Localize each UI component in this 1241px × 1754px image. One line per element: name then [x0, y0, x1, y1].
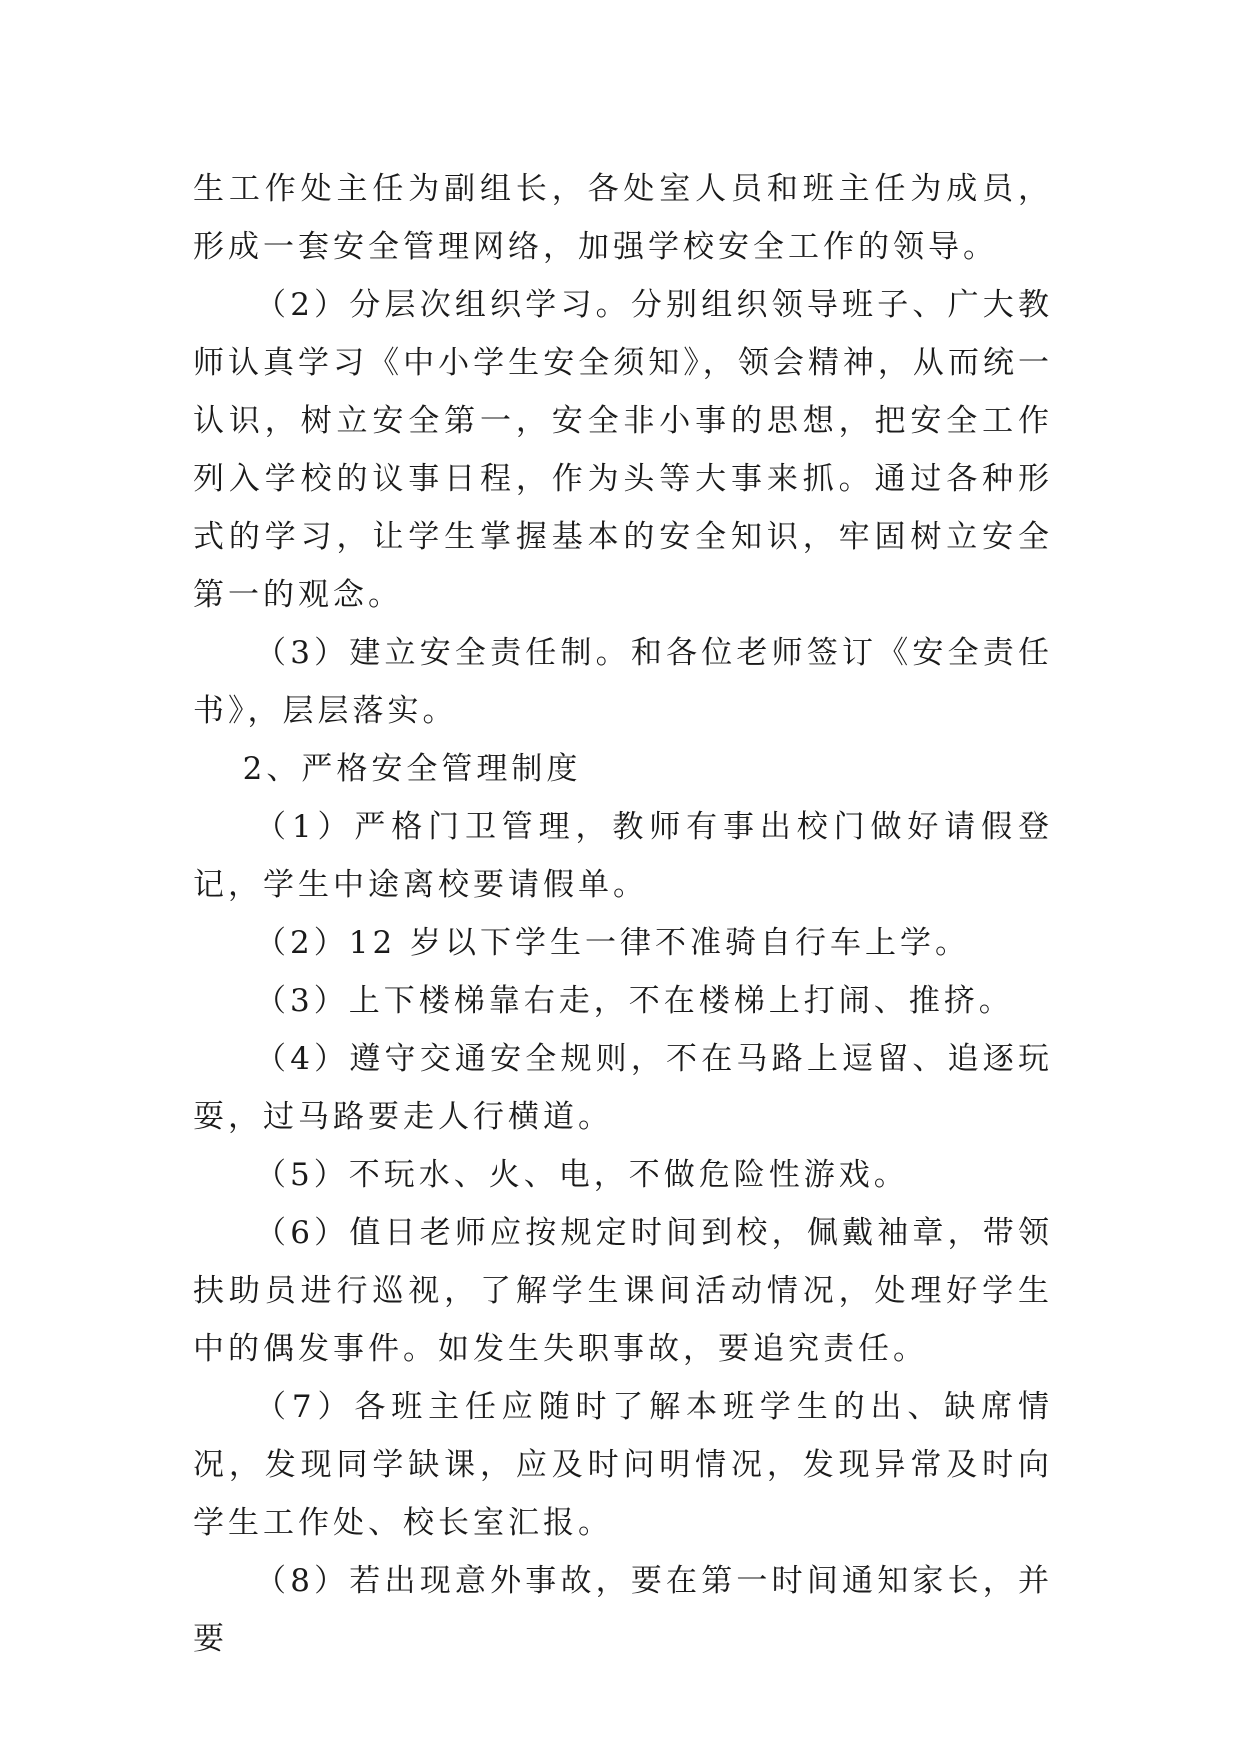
rule-item-2: （2）12 岁以下学生一律不准骑自行车上学。 [255, 925, 971, 961]
rule-item-8: （8）若出现意外事故，要在第一时间通知家长，并要 [193, 1563, 1053, 1657]
paragraph-continuation: 生工作处主任为副组长，各处室人员和班主任为成员，形成一套安全管理网络，加强学校安全工作的领导。 [193, 171, 1053, 265]
rule-item-4: （4）遵守交通安全规则，不在马路上逗留、追逐玩耍，过马路要走人行横道。 [193, 1041, 1053, 1135]
rule-item-1: （1）严格门卫管理，教师有事出校门做好请假登记，学生中途离校要请假单。 [193, 809, 1053, 903]
paragraph-item-2: （2）分层次组织学习。分别组织领导班子、广大教师认真学习《中小学生安全须知》，领会精神，从而统一认识，树立安全第一，安全非小事的思想，把安全工作列入学校的议事日程，作为头等大事来抓。通过各种形式的学习，让学生掌握基本的安全知识，牢固树立安全第一的观念。 [193, 287, 1053, 613]
body-text [193, 160, 1053, 1668]
section-heading: 2、严格安全管理制度 [242, 751, 582, 787]
rule-item-5: （5）不玩水、火、电，不做危险性游戏。 [255, 1157, 909, 1193]
paragraph-item-3: （3）建立安全责任制。和各位老师签订《安全责任书》，层层落实。 [193, 635, 1053, 729]
rule-item-6: （6）值日老师应按规定时间到校，佩戴袖章，带领扶助员进行巡视，了解学生课间活动情况，处理好学生中的偶发事件。如发生失职事故，要追究责任。 [193, 1215, 1053, 1367]
rule-item-7: （7）各班主任应随时了解本班学生的出、缺席情况，发现同学缺课，应及时问明情况，发现异常及时向学生工作处、校长室汇报。 [193, 1389, 1053, 1541]
rule-item-3: （3）上下楼梯靠右走，不在楼梯上打闹、推挤。 [255, 983, 1014, 1019]
